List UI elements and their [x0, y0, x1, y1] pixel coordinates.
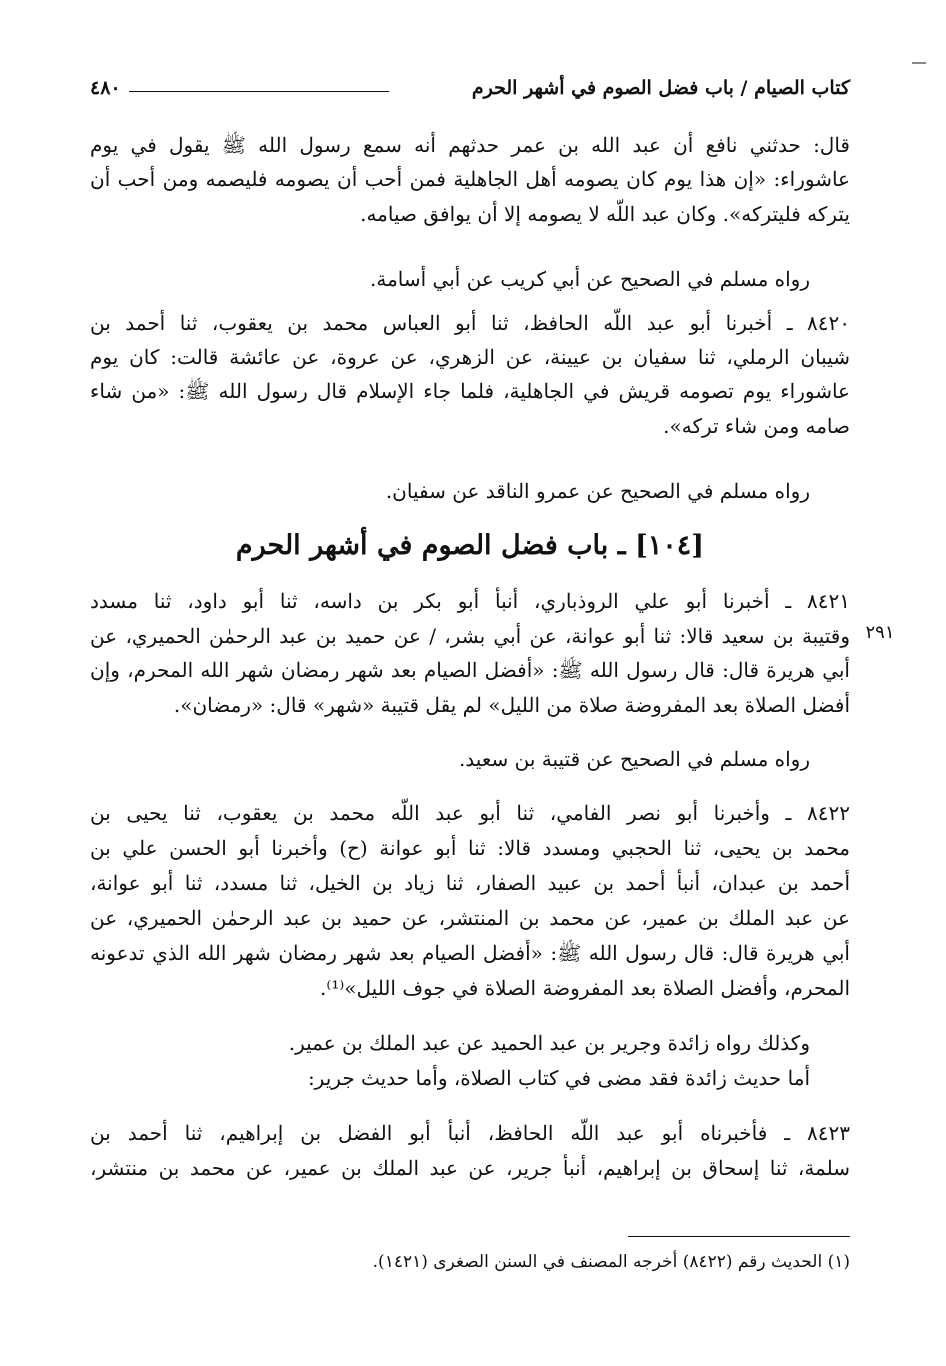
- text-line-13: أفضل الصلاة بعد المفروضة صلاة من الليل» لم يقل قتيبة «شهر» قال: «رمضان».: [173, 693, 850, 717]
- text-line-11: وقتيبة بن سعيد قالا: ثنا أبو عوانة، عن أبي بشر، / عن حميد بن عبد الرحمٰن الحميري، عن: [90, 624, 850, 648]
- text-line-8: صامه ومن شاء تركه».: [663, 414, 850, 438]
- footnote: (١) الحديث رقم (٨٤٢٢) أخرجه المصنف في السنن الصغرى (١٤٢١).: [372, 1252, 850, 1272]
- scan-speck: [912, 62, 926, 64]
- text-line-14: رواه مسلم في الصحيح عن قتيبة بن سعيد.: [458, 747, 810, 771]
- text-line-17: أحمد بن عبدان، أنبأ أحمد بن عبيد الصفار، ثنا زياد بن الخيل، ثنا مسدد، ثنا أبو عوانة،: [90, 871, 850, 895]
- text-line-9: رواه مسلم في الصحيح عن عمرو الناقد عن سفيان.: [385, 479, 810, 503]
- text-line-15: ٨٤٢٢ ـ وأخبرنا أبو نصر الفامي، ثنا أبو عبد اللّه محمد بن يعقوب، ثنا يحيى بن: [90, 801, 850, 825]
- text-line-24: سلمة، ثنا إسحاق بن إبراهيم، أنبأ جرير، عن عبد الملك بن عمير، عن محمد بن منتشر،: [90, 1156, 850, 1180]
- text-line-16: محمد بن يحيى، ثنا الحجبي ومسدد قالا: ثنا أبو عوانة (ح) وأخبرنا أبو الحسن علي بن: [90, 836, 850, 860]
- text-line-7: عاشوراء يوم تصومه قريش في الجاهلية، فلما جاء الإسلام قال رسول الله ﷺ: «من شاء: [90, 379, 850, 403]
- text-line-5: ٨٤٢٠ ـ أخبرنا أبو عبد اللّه الحافظ، ثنا أبو العباس محمد بن يعقوب، ثنا أحمد بن: [90, 311, 850, 335]
- chapter-title: [١٠٤] ـ باب فضل الصوم في أشهر الحرم: [235, 530, 705, 561]
- header-title: كتاب الصيام / باب فضل الصوم في أشهر الحرم: [471, 77, 850, 99]
- text-line-19: أبي هريرة قال: قال رسول الله ﷺ: «أفضل الصيام بعد شهر رمضان شهر الله الذي تدعونه: [90, 941, 850, 965]
- margin-page-number: ٢٩١: [865, 622, 895, 643]
- footnote-rule: [628, 1236, 850, 1237]
- text-line-20: المحرم، وأفضل الصلاة بعد المفروضة الصلاة في جوف الليل»⁽¹⁾.: [320, 976, 850, 1000]
- text-line-23: ٨٤٢٣ ـ فأخبرناه أبو عبد اللّه الحافظ، أنبأ أبو الفضل بن إبراهيم، ثنا أحمد بن: [90, 1121, 850, 1145]
- text-line-18: عن عبد الملك بن عمير، عن محمد بن المنتشر، عن حميد بن عبد الرحمٰن الحميري، عن: [90, 906, 850, 930]
- header-page-group: [90, 77, 389, 99]
- text-line-6: شيبان الرملي، ثنا سفيان بن عيينة، عن الزهري، عن عروة، عن عائشة قالت: كان يوم: [90, 345, 850, 369]
- text-line-22: أما حديث زائدة فقد مضى في كتاب الصلاة، وأما حديث جرير:: [307, 1066, 810, 1090]
- text-line-12: أبي هريرة قال: قال رسول الله ﷺ: «أفضل الصيام بعد شهر رمضان شهر الله المحرم، وإن: [90, 658, 850, 682]
- text-line-1: قال: حدثني نافع أن عبد الله بن عمر حدثهم أنه سمع رسول الله ﷺ يقول في يوم: [90, 133, 850, 157]
- text-line-21: وكذلك رواه زائدة وجرير بن عبد الحميد عن عبد الملك بن عمير.: [288, 1031, 810, 1055]
- running-header: [90, 68, 850, 108]
- text-line-3: يتركه فليتركه». وكان عبد اللّه لا يصومه إلا أن يوافق صيامه.: [360, 202, 850, 226]
- text-line-10: ٨٤٢١ ـ أخبرنا أبو علي الروذباري، أنبأ أبو بكر بن داسه، ثنا أبو داود، ثنا مسدد: [90, 589, 850, 613]
- page-number: ٤٨٠: [90, 77, 121, 99]
- text-line-2: عاشوراء: «إن هذا يوم كان يصومه أهل الجاهلية فمن أحب أن يصومه فليصمه ومن أحب أن: [90, 167, 850, 191]
- header-leader-line: [129, 91, 389, 92]
- text-line-4: رواه مسلم في الصحيح عن أبي كريب عن أبي أسامة.: [370, 267, 810, 291]
